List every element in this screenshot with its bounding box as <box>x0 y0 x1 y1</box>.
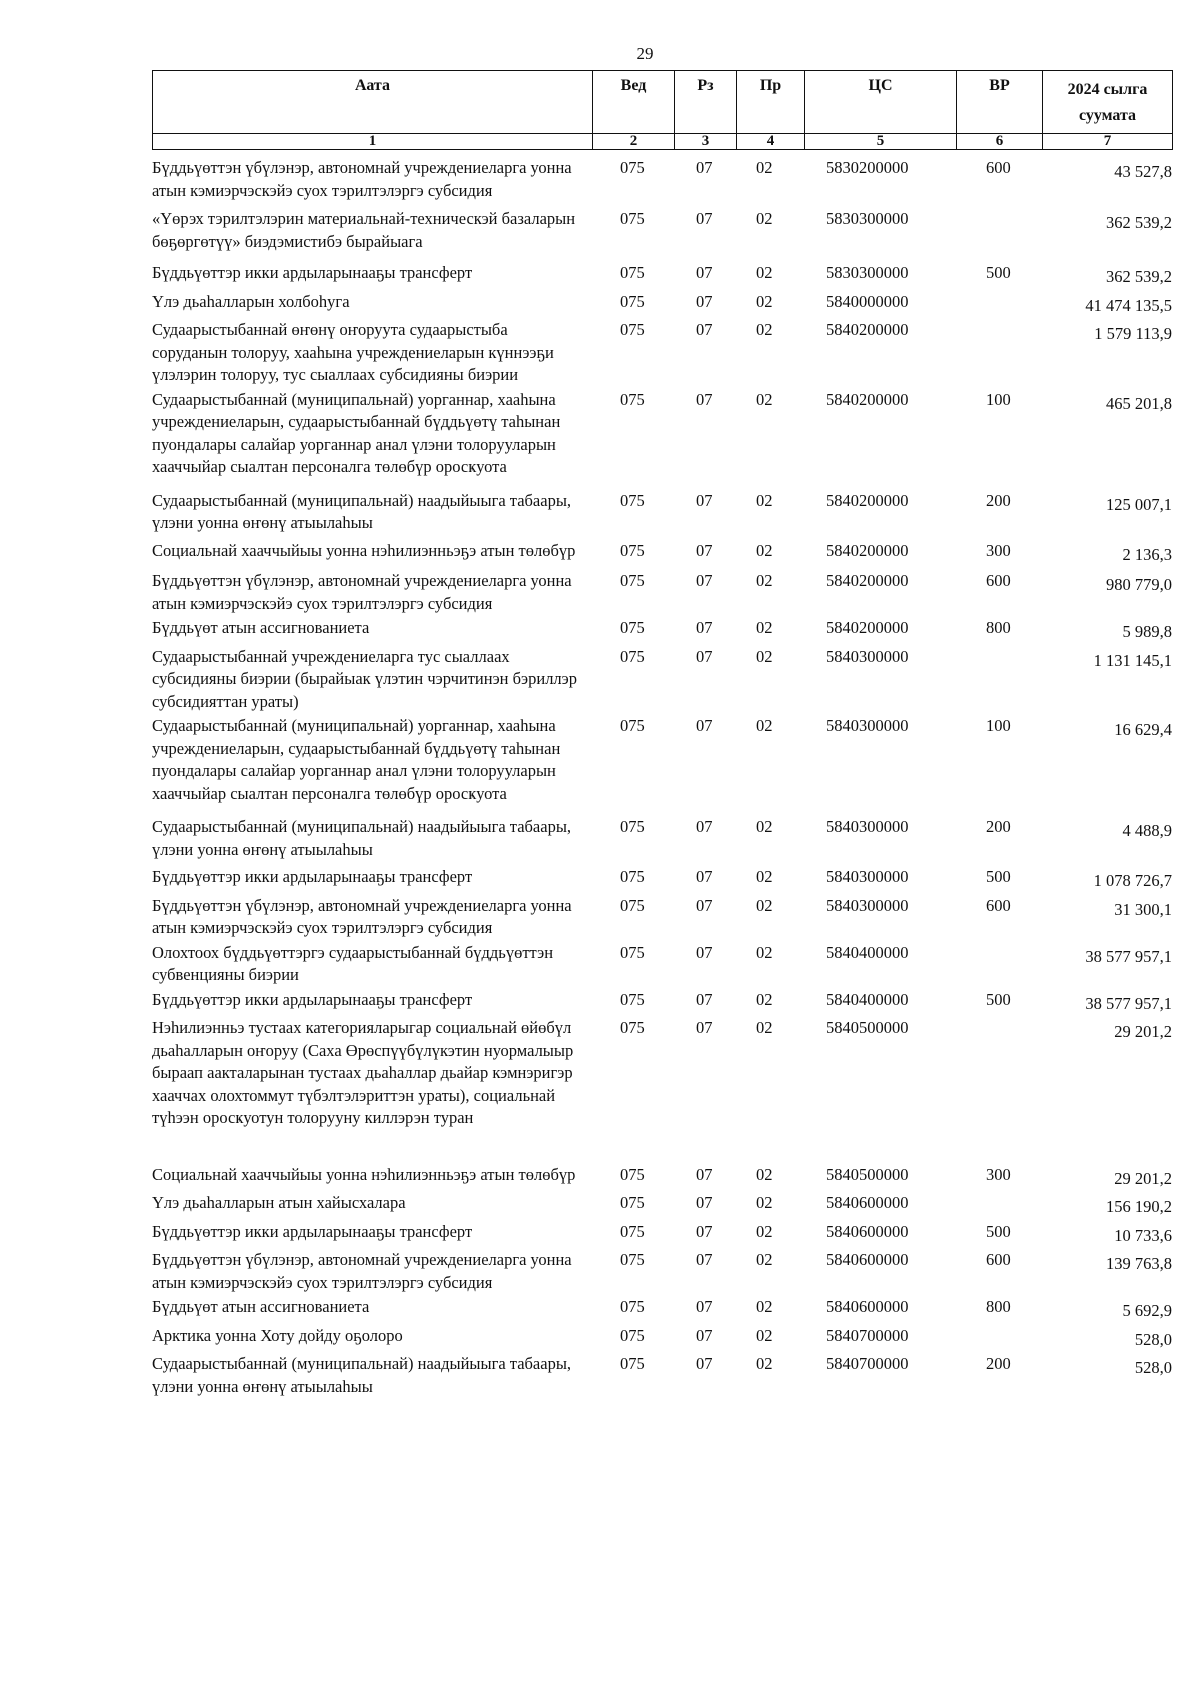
row-rz: 07 <box>696 209 713 228</box>
row-ved: 075 <box>620 540 645 560</box>
table-row <box>152 1249 1176 1296</box>
row-vr: 100 <box>986 716 1011 735</box>
row-cs: 5840200000 <box>826 490 909 510</box>
row-pr: 02 <box>756 618 773 637</box>
row-rz: 07 <box>696 1250 713 1269</box>
row-pr: 02 <box>756 571 773 590</box>
row-vr: 600 <box>986 895 1011 915</box>
table-row <box>152 1325 1176 1354</box>
table-row <box>152 262 1176 291</box>
row-ved: 075 <box>620 817 645 836</box>
row-rz: 07 <box>696 895 713 915</box>
row-ved: 075 <box>620 1193 645 1212</box>
row-rz: 07 <box>696 1193 713 1212</box>
table-row <box>152 540 1176 571</box>
row-ved: 075 <box>620 895 645 915</box>
row-ved: 075 <box>620 1221 645 1241</box>
row-ved: 075 <box>620 1250 645 1269</box>
row-amount: 41 474 135,5 <box>1085 295 1172 315</box>
row-cs: 5840300000 <box>826 817 909 836</box>
row-amount: 139 763,8 <box>1106 1254 1172 1273</box>
table-row <box>152 490 1176 540</box>
row-ved: 075 <box>620 571 645 590</box>
row-ved: 075 <box>620 989 645 1009</box>
table-row <box>152 942 1176 989</box>
row-cs: 5840400000 <box>826 989 909 1009</box>
row-ved: 075 <box>620 320 645 339</box>
table-row <box>152 208 1176 262</box>
row-ved: 075 <box>620 389 645 409</box>
row-amount: 980 779,0 <box>1106 575 1172 594</box>
row-rz: 07 <box>696 867 713 886</box>
row-name: Бүддьүөт атын ассигнованиета <box>152 1297 370 1316</box>
row-ved: 075 <box>620 716 645 735</box>
row-name: Бүддьүөттэн үбүлэнэр, автономнай учреждениеларга уонна атын кэмиэрчэскэйэ суох тэрилтэлэргэ субсидия <box>152 571 572 613</box>
row-cs: 5840700000 <box>826 1325 909 1345</box>
column-number: 1 <box>153 134 593 150</box>
table-row <box>152 816 1176 866</box>
row-ved: 075 <box>620 158 645 177</box>
header-cell-aata: Аата <box>153 71 593 134</box>
row-rz: 07 <box>696 942 713 962</box>
row-name: Судаарыстыбаннай (муниципальнай) наадыйыыга табаары, үлэни уонна өҥөнү атыылаһыы <box>152 490 572 532</box>
table-row <box>152 1164 1176 1193</box>
row-vr: 500 <box>986 867 1011 886</box>
table-row <box>152 1017 1176 1164</box>
row-rz: 07 <box>696 158 713 177</box>
row-name: Социальнай хааччыйыы уонна нэһилиэнньэҕэ атын төлөбүр <box>152 540 576 560</box>
row-amount: 125 007,1 <box>1106 494 1172 514</box>
row-cs: 5840600000 <box>826 1221 909 1241</box>
row-amount: 156 190,2 <box>1106 1197 1172 1216</box>
row-vr <box>958 942 1044 989</box>
row-vr: 800 <box>986 618 1011 637</box>
row-vr: 500 <box>986 1221 1011 1241</box>
row-amount: 2 136,3 <box>1122 544 1172 564</box>
row-amount: 31 300,1 <box>1114 899 1172 919</box>
row-pr: 02 <box>756 942 773 962</box>
row-rz: 07 <box>696 1297 713 1316</box>
row-name: Бүддьүөттэн үбүлэнэр, автономнай учреждениеларга уонна атын кэмиэрчэскэйэ суох тэрилтэлэргэ субсидия <box>152 895 572 937</box>
row-amount: 362 539,2 <box>1106 213 1172 232</box>
row-rz: 07 <box>696 291 713 311</box>
table-row <box>152 895 1176 942</box>
header-cell-rz: Рз <box>675 71 737 134</box>
row-cs: 5840500000 <box>826 1164 909 1184</box>
row-vr <box>958 319 1044 389</box>
row-pr: 02 <box>756 1297 773 1316</box>
row-rz: 07 <box>696 490 713 510</box>
row-vr <box>958 1017 1044 1164</box>
row-name: Бүддьүөттэр икки ардыларынааҕы трансферт <box>152 867 473 886</box>
row-ved: 075 <box>620 209 645 228</box>
row-cs: 5840700000 <box>826 1354 909 1373</box>
table-row <box>152 617 1176 646</box>
row-pr: 02 <box>756 540 773 560</box>
row-name: Судаарыстыбаннай (муниципальнай) уорганнар, хааһына учреждениеларын, судаарыстыбаннай бүддьүөтү таһынан пуондалары салайар уорганнар анал үлэни толорууларын хааччыйар сыалтан персоналга төлөбүр оросҝуота <box>152 389 561 476</box>
row-ved: 075 <box>620 1354 645 1373</box>
row-cs: 5830300000 <box>826 209 909 228</box>
row-vr: 600 <box>986 1250 1011 1269</box>
header-cell-vr: ВР <box>957 71 1043 134</box>
row-vr: 500 <box>986 263 1011 282</box>
row-name: Бүддьүөттэр икки ардыларынааҕы трансферт <box>152 263 473 282</box>
row-amount: 1 078 726,7 <box>1093 871 1172 890</box>
table-row <box>152 291 1176 320</box>
row-ved: 075 <box>620 1325 645 1345</box>
row-amount: 29 201,2 <box>1114 1168 1172 1188</box>
row-cs: 5840200000 <box>826 540 909 560</box>
row-pr: 02 <box>756 490 773 510</box>
row-pr: 02 <box>756 158 773 177</box>
row-ved: 075 <box>620 1164 645 1184</box>
row-ved: 075 <box>620 942 645 962</box>
row-name: Судаарыстыбаннай (муниципальнай) уорганнар, хааһына учреждениеларын, судаарыстыбаннай бүддьүөтү таһынан пуондалары салайар уорганнар анал үлэни толорууларын хааччыйар сыалтан персоналга төлөбүр оросҝуота <box>152 716 561 803</box>
row-amount: 43 527,8 <box>1114 162 1172 181</box>
row-cs: 5840200000 <box>826 389 909 409</box>
row-name: Судаарыстыбаннай учреждениеларга тус сыаллаах субсидияны биэрии (бырайыак үлэтин чэрчитинэн бэриллэр субсидияттан ураты) <box>152 646 577 711</box>
row-ved: 075 <box>620 867 645 886</box>
row-amount: 528,0 <box>1134 1329 1172 1349</box>
row-pr: 02 <box>756 1325 773 1345</box>
column-number: 3 <box>675 134 737 150</box>
table-row <box>152 1192 1176 1221</box>
table-row <box>152 319 1176 389</box>
row-rz: 07 <box>696 716 713 735</box>
row-pr: 02 <box>756 209 773 228</box>
row-vr: 300 <box>986 1164 1011 1184</box>
row-rz: 07 <box>696 263 713 282</box>
header-cell-ved: Вед <box>593 71 675 134</box>
row-name: Үлэ дьаһалларын атын хайысхалара <box>152 1193 406 1212</box>
row-cs: 5840300000 <box>826 867 909 886</box>
row-name: Олохтоох бүддьүөттэргэ судаарыстыбаннай бүддьүөттэн субвенцияны биэрии <box>152 942 554 984</box>
table-row <box>152 989 1176 1018</box>
row-vr <box>958 291 1044 320</box>
row-ved: 075 <box>620 1297 645 1316</box>
row-amount: 38 577 957,1 <box>1085 993 1172 1013</box>
row-ved: 075 <box>620 646 645 666</box>
row-amount: 5 692,9 <box>1122 1301 1172 1320</box>
table-row <box>152 715 1176 816</box>
row-name: «Үөрэх тэрилтэлэрин материальнай-техническэй базаларын бөҕөргөтүү» биэдэмистибэ бырайыага <box>152 209 576 251</box>
row-vr: 600 <box>986 571 1011 590</box>
row-rz: 07 <box>696 1221 713 1241</box>
budget-table-body <box>152 157 1176 1400</box>
row-vr <box>958 1192 1044 1221</box>
row-pr: 02 <box>756 989 773 1009</box>
row-cs: 5840200000 <box>826 618 909 637</box>
row-pr: 02 <box>756 1354 773 1373</box>
row-amount: 362 539,2 <box>1106 267 1172 286</box>
row-name: Арктика уонна Хоту дойду оҕолоро <box>152 1325 403 1345</box>
column-number: 4 <box>737 134 805 150</box>
row-name: Бүддьүөттэр икки ардыларынааҕы трансферт <box>152 989 473 1009</box>
row-name: Судаарыстыбаннай өҥөнү оҥоруута судаарыстыба соруданын толоруу, хааһына учреждениеларын күннээҕи үлэлэрин толоруу, тус сыаллаах субсидияны биэрии <box>152 320 554 384</box>
row-vr: 300 <box>986 540 1011 560</box>
row-pr: 02 <box>756 291 773 311</box>
row-amount: 38 577 957,1 <box>1085 946 1172 966</box>
row-ved: 075 <box>620 263 645 282</box>
column-number: 6 <box>957 134 1043 150</box>
table-row <box>152 157 1176 208</box>
row-vr: 200 <box>986 490 1011 510</box>
header-cell-cs: ЦС <box>805 71 957 134</box>
table-row <box>152 646 1176 716</box>
row-cs: 5840300000 <box>826 716 909 735</box>
row-cs: 5840600000 <box>826 1297 909 1316</box>
row-cs: 5840200000 <box>826 320 909 339</box>
row-amount: 1 131 145,1 <box>1093 650 1172 670</box>
row-amount: 16 629,4 <box>1114 720 1172 739</box>
row-cs: 5830300000 <box>826 263 909 282</box>
row-rz: 07 <box>696 389 713 409</box>
column-number: 7 <box>1043 134 1173 150</box>
row-name: Үлэ дьаһалларын холбоһуга <box>152 291 350 311</box>
row-vr <box>958 208 1044 262</box>
row-name: Социальнай хааччыйыы уонна нэһилиэнньэҕэ атын төлөбүр <box>152 1164 576 1184</box>
row-pr: 02 <box>756 867 773 886</box>
row-ved: 075 <box>620 618 645 637</box>
row-rz: 07 <box>696 989 713 1009</box>
table-row <box>152 1221 1176 1250</box>
row-rz: 07 <box>696 1018 713 1037</box>
row-pr: 02 <box>756 263 773 282</box>
row-cs: 5840600000 <box>826 1250 909 1269</box>
row-pr: 02 <box>756 1193 773 1212</box>
row-pr: 02 <box>756 1164 773 1184</box>
row-rz: 07 <box>696 540 713 560</box>
row-vr <box>958 646 1044 716</box>
row-name: Судаарыстыбаннай (муниципальнай) наадыйыыга табаары, үлэни уонна өҥөнү атыылаһыы <box>152 817 572 859</box>
row-rz: 07 <box>696 320 713 339</box>
header-cell-amount: 2024 сылга суумата <box>1043 71 1173 134</box>
row-cs: 5840400000 <box>826 942 909 962</box>
row-pr: 02 <box>756 320 773 339</box>
row-cs: 5840300000 <box>826 646 909 666</box>
row-amount: 465 201,8 <box>1106 393 1172 413</box>
row-rz: 07 <box>696 817 713 836</box>
table-row <box>152 389 1176 490</box>
row-pr: 02 <box>756 1221 773 1241</box>
row-amount: 528,0 <box>1134 1358 1172 1377</box>
table-row <box>152 1296 1176 1325</box>
table-row <box>152 866 1176 895</box>
row-pr: 02 <box>756 1018 773 1037</box>
row-pr: 02 <box>756 716 773 735</box>
row-cs: 5840500000 <box>826 1018 909 1037</box>
column-number: 5 <box>805 134 957 150</box>
row-rz: 07 <box>696 1325 713 1345</box>
row-vr: 500 <box>986 989 1011 1009</box>
column-number: 2 <box>593 134 675 150</box>
budget-table <box>152 157 1176 1400</box>
row-pr: 02 <box>756 1250 773 1269</box>
row-amount: 4 488,9 <box>1122 821 1172 840</box>
row-amount: 5 989,8 <box>1122 622 1172 641</box>
row-vr: 200 <box>986 1354 1011 1373</box>
row-amount: 10 733,6 <box>1114 1225 1172 1245</box>
page-number: 29 <box>636 44 654 63</box>
table-header <box>152 70 1173 150</box>
row-pr: 02 <box>756 389 773 409</box>
table-row <box>152 1353 1176 1400</box>
row-ved: 075 <box>620 490 645 510</box>
row-ved: 075 <box>620 1018 645 1037</box>
row-cs: 5840300000 <box>826 895 909 915</box>
table-row <box>152 570 1176 617</box>
header-cell-pr: Пр <box>737 71 805 134</box>
row-vr: 200 <box>986 817 1011 836</box>
row-name: Бүддьүөттэн үбүлэнэр, автономнай учреждениеларга уонна атын кэмиэрчэскэйэ суох тэрилтэлэргэ субсидия <box>152 1250 572 1292</box>
row-name: Бүддьүөт атын ассигнованиета <box>152 618 370 637</box>
row-rz: 07 <box>696 571 713 590</box>
row-amount: 1 579 113,9 <box>1094 324 1172 343</box>
row-pr: 02 <box>756 646 773 666</box>
row-name: Бүддьүөттэн үбүлэнэр, автономнай учреждениеларга уонна атын кэмиэрчэскэйэ суох тэрилтэлэргэ субсидия <box>152 158 572 200</box>
row-cs: 5840200000 <box>826 571 909 590</box>
row-amount: 29 201,2 <box>1114 1022 1172 1041</box>
row-vr: 600 <box>986 158 1011 177</box>
row-pr: 02 <box>756 817 773 836</box>
row-name: Судаарыстыбаннай (муниципальнай) наадыйыыга табаары, үлэни уонна өҥөнү атыылаһыы <box>152 1354 572 1396</box>
row-pr: 02 <box>756 895 773 915</box>
row-rz: 07 <box>696 618 713 637</box>
row-cs: 5840600000 <box>826 1193 909 1212</box>
row-rz: 07 <box>696 1354 713 1373</box>
row-ved: 075 <box>620 291 645 311</box>
row-name: Нэһилиэнньэ тустаах категорияларыгар социальнай өйөбүл дьаһалларын оҥоруу (Саха Өрөспүүбүлүкэтин нуормалыыр быраап аакталарынан тустаах дьаһаллар дьайар кэмнэригэр хааччах олохтоммут түбэлтэлэриттэн ураты), социальнай түһээн оросҝуотун толорууну киллэрэн туран <box>152 1018 574 1127</box>
row-cs: 5830200000 <box>826 158 909 177</box>
row-vr: 800 <box>986 1297 1011 1316</box>
row-rz: 07 <box>696 646 713 666</box>
row-vr <box>958 1325 1044 1354</box>
row-vr: 100 <box>986 389 1011 409</box>
row-cs: 5840000000 <box>826 291 909 311</box>
row-rz: 07 <box>696 1164 713 1184</box>
row-name: Бүддьүөттэр икки ардыларынааҕы трансферт <box>152 1221 473 1241</box>
